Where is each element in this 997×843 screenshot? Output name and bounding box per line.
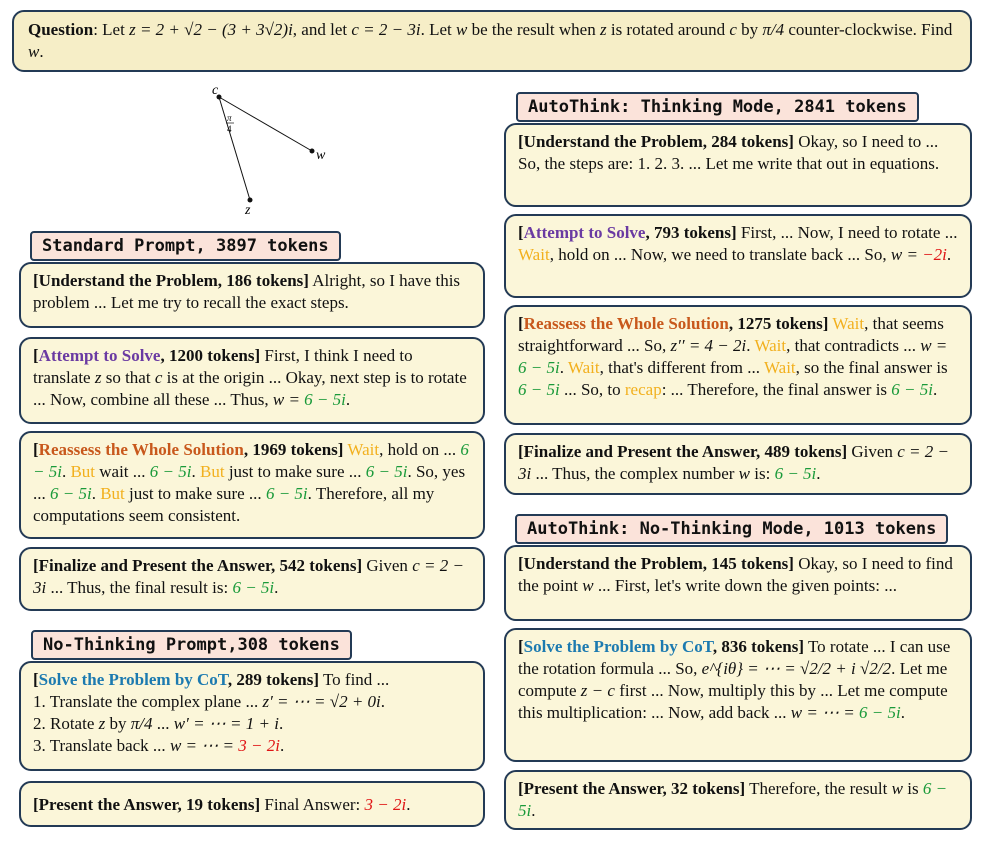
answer-value: 6 − 5i xyxy=(232,578,275,597)
thinking-understand-card: [Understand the Problem, 284 tokens] Okay, so I need to ... So, the steps are: 1. 2. 3. ... Let me write that out in equations. xyxy=(504,123,972,207)
angle-denominator: 4 xyxy=(227,124,232,134)
answer-value: 6 − 5i xyxy=(774,464,817,483)
answer-value: 3 − 2i xyxy=(364,795,407,814)
thinking-finalize-card: [Finalize and Present the Answer, 489 tokens] Given c = 2 − 3i ... Thus, the complex number w is: 6 − 5i. xyxy=(504,433,972,495)
label-z: z xyxy=(245,203,251,218)
nothinking-solve-card: [Solve the Problem by CoT, 289 tokens] To find ... 1. Translate the complex plane ... z′ = ⋯ = √2 + 0i. 2. Rotate z by π/4 ... w′ = ⋯ = 1 + i. 3. Translate back ... w = ⋯ = 3 − 2i. xyxy=(19,661,485,771)
answer-value: −2i xyxy=(922,245,947,264)
nothinking-mode-understand-card: [Understand the Problem, 145 tokens] Okay, so I need to find the point w ... First, let's write down the given points: ... xyxy=(504,545,972,621)
nothinking-mode-present-card: [Present the Answer, 32 tokens] Therefore, the result w is 6 − 5i. xyxy=(504,770,972,830)
c-definition: c = 2 − 3i xyxy=(351,20,421,39)
answer-value: 6 − 5i xyxy=(518,779,948,820)
standard-attempt-card: [Attempt to Solve, 1200 tokens] First, I think I need to translate z so that c is at the origin ... Okay, next step is to rotate ... Now, combine all these ... Thus, w = 6 − 5i. xyxy=(19,337,485,424)
answer-value: 6 − 5i xyxy=(891,380,933,399)
nothinking-present-card: [Present the Answer, 19 tokens] Final Answer: 3 − 2i. xyxy=(19,781,485,827)
standard-finalize-card: [Finalize and Present the Answer, 542 tokens] Given c = 2 − 3i ... Thus, the final result is: 6 − 5i. xyxy=(19,547,485,611)
question-card: Question: Let z = 2 + √2 − (3 + 3√2)i, and let c = 2 − 3i. Let w be the result when z is rotated around c by π/4 counter-clockwise. Find w. xyxy=(12,10,972,72)
standard-prompt-title: Standard Prompt, 3897 tokens xyxy=(30,231,341,261)
answer-value: 6 − 5i xyxy=(859,703,901,722)
answer-value: 6 − 5i xyxy=(304,390,346,409)
answer-value: 3 − 2i xyxy=(238,736,280,755)
label-w: w xyxy=(316,148,326,163)
angle-numerator: π xyxy=(227,113,232,123)
point-w xyxy=(310,149,315,154)
standard-reassess-card: [Reassess the Whole Solution, 1969 tokens] Wait, hold on ... 6 − 5i. But wait ... 6 − 5i. But just to make sure ... 6 − 5i. So, yes ... 6 − 5i. But just to make sure ... 6 − 5i. Therefore, all my computations seem consistent. xyxy=(19,431,485,539)
thinking-attempt-card: [Attempt to Solve, 793 tokens] First, ... Now, I need to rotate ... Wait, hold on ... Now, we need to translate back ... So, w = −2i. xyxy=(504,214,972,298)
autothink-nothinking-title: AutoThink: No-Thinking Mode, 1013 tokens xyxy=(515,514,948,544)
rotation-diagram xyxy=(205,83,345,218)
autothink-thinking-title: AutoThink: Thinking Mode, 2841 tokens xyxy=(516,92,919,122)
thinking-reassess-card: [Reassess the Whole Solution, 1275 tokens] Wait, that seems straightforward ... So, z′′ = 4 − 2i. Wait, that contradicts ... w = 6 − 5i. Wait, that's different from ... Wait, so the final answer is 6 − 5i ... So, to recap: ... Therefore, the final answer is 6 − 5i. xyxy=(504,305,972,425)
question-label: Question xyxy=(28,20,94,39)
standard-understand-card: [Understand the Problem, 186 tokens] Alright, so I have this problem ... Let me try to recall the exact steps. xyxy=(19,262,485,328)
nothinking-prompt-title: No-Thinking Prompt,308 tokens xyxy=(31,630,352,660)
point-z xyxy=(248,198,253,203)
label-c: c xyxy=(212,83,219,98)
z-definition: z = 2 + √2 − (3 + 3√2)i xyxy=(129,20,293,39)
nothinking-mode-solve-card: [Solve the Problem by CoT, 836 tokens] To rotate ... I can use the rotation formula ... So, e^{iθ} = ⋯ = √2/2 + i √2/2. Let me compute z − c first ... Now, multiply this by ... Let me compute this multiplication: ... Now, add back ... w = ⋯ = 6 − 5i. xyxy=(504,628,972,762)
rotation-formula: e^{iθ} = ⋯ = √2/2 + i √2/2 xyxy=(701,659,892,678)
